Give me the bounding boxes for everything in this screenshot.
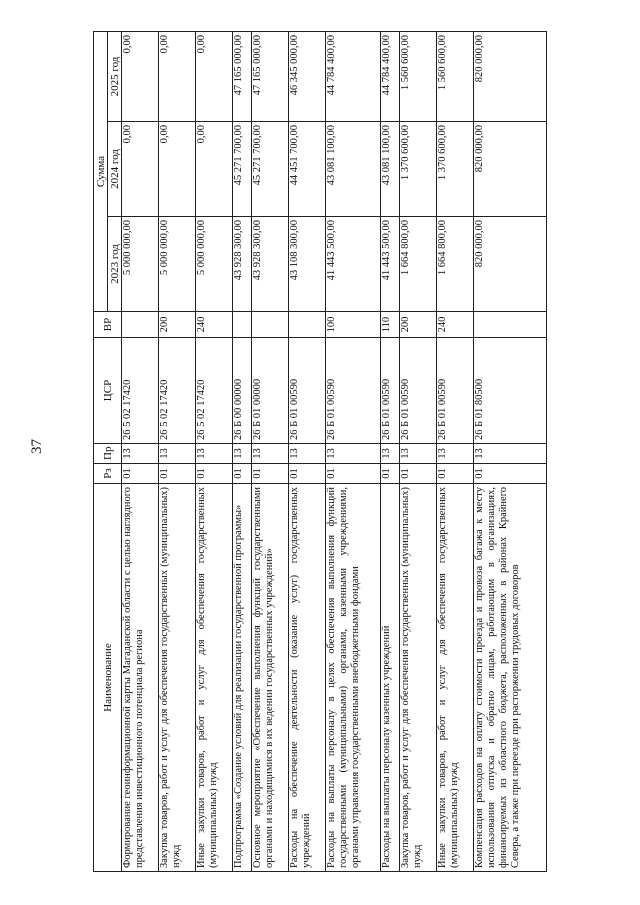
header-2024: 2024 год: [108, 122, 122, 217]
row-2024: 44 451 700,00: [289, 122, 326, 217]
row-csr: 26 Б 01 00590: [381, 338, 400, 444]
row-vr: [233, 312, 252, 338]
row-2025: 46 345 000,00: [289, 32, 326, 122]
table-row: [159, 32, 196, 872]
row-csr: 26 Б 01 00590: [437, 338, 474, 444]
row-name: Расходы на выплаты персоналу в целях обеспечения выполнения функций государственными (муниципальными) органами, казенными учреждениями, органами управления государственными внебюджетными фондами: [326, 484, 381, 872]
rotated-table-wrapper: [93, 32, 547, 872]
row-2025: 47 165 000,00: [252, 32, 289, 122]
row-pr: 13: [326, 444, 381, 464]
row-2023: 41 443 500,00: [326, 217, 381, 312]
header-rz: Рз: [94, 464, 122, 484]
row-rz: 01: [381, 464, 400, 484]
row-rz: 01: [252, 464, 289, 484]
table-row: [122, 32, 159, 872]
row-csr: 26 Б 01 00590: [326, 338, 381, 444]
row-2023: 41 443 500,00: [381, 217, 400, 312]
table-row: [252, 32, 289, 872]
table-row: [437, 32, 474, 872]
row-csr: 26 Б 01 00000: [252, 338, 289, 444]
header-pr: Пр: [94, 444, 122, 464]
row-2025: 44 784 400,00: [326, 32, 381, 122]
table-row: [326, 32, 381, 872]
row-2023: 1 664 800,00: [400, 217, 437, 312]
header-vr: ВР: [94, 312, 122, 338]
row-2023: 5 000 000,00: [159, 217, 196, 312]
row-2023: 43 928 300,00: [233, 217, 252, 312]
row-pr: 13: [233, 444, 252, 464]
row-pr: 13: [122, 444, 159, 464]
row-2023: 820 000,00: [474, 217, 547, 312]
row-name: Иные закупки товаров, работ и услуг для обеспечения государственных (муниципальных) нужд: [437, 484, 474, 872]
row-vr: 240: [437, 312, 474, 338]
row-2025: 47 165 000,00: [233, 32, 252, 122]
row-vr: 110: [381, 312, 400, 338]
row-2025: 1 560 600,00: [400, 32, 437, 122]
row-name: Закупка товаров, работ и услуг для обеспечения государственных (муниципальных) нужд: [159, 484, 196, 872]
row-csr: 26 Б 01 80500: [474, 338, 547, 444]
row-2025: 1 560 600,00: [437, 32, 474, 122]
row-2024: 1 370 600,00: [437, 122, 474, 217]
row-2024: 0,00: [122, 122, 159, 217]
table-row: [381, 32, 400, 872]
row-rz: 01: [159, 464, 196, 484]
row-rz: 01: [289, 464, 326, 484]
row-2024: 1 370 600,00: [400, 122, 437, 217]
row-vr: 240: [196, 312, 233, 338]
row-csr: 26 Б 00 00000: [233, 338, 252, 444]
row-name: Основное мероприятие «Обеспечение выполнения функций государственными органами и находящимися в их ведении государственных учреждений»: [252, 484, 289, 872]
row-name: Компенсация расходов на оплату стоимости проезда и провоза багажа к месту использования отпуска и обратно лицам, работающим в организациях, финансируемых из областного бюджета, расположенных в районах Крайнего Севера, а также при переезде при расторжении трудовых договоров: [474, 484, 547, 872]
row-pr: 13: [159, 444, 196, 464]
row-2023: 43 108 300,00: [289, 217, 326, 312]
row-vr: [252, 312, 289, 338]
row-csr: 26 Б 01 00590: [289, 338, 326, 444]
row-name: Подпрограмма «Создание условий для реализации государственной программы»: [233, 484, 252, 872]
row-2024: 45 271 700,00: [252, 122, 289, 217]
table-row: [196, 32, 233, 872]
row-name: Формирование геоинформационной карты Магаданской области с целью наглядного представления инвестиционного потенциала региона: [122, 484, 159, 872]
row-csr: 26 5 02 17420: [159, 338, 196, 444]
row-name: Расходы на выплаты персоналу казенных учреждений: [381, 484, 400, 872]
row-2025: 0,00: [159, 32, 196, 122]
row-2025: 0,00: [196, 32, 233, 122]
row-rz: 01: [326, 464, 381, 484]
row-vr: [474, 312, 547, 338]
row-rz: 01: [474, 464, 547, 484]
row-rz: 01: [233, 464, 252, 484]
row-2025: 44 784 400,00: [381, 32, 400, 122]
row-vr: 100: [326, 312, 381, 338]
row-vr: [122, 312, 159, 338]
row-2023: 43 928 300,00: [252, 217, 289, 312]
row-rz: 01: [437, 464, 474, 484]
row-vr: 200: [400, 312, 437, 338]
row-vr: 200: [159, 312, 196, 338]
row-name: Иные закупки товаров, работ и услуг для обеспечения государственных (муниципальных) нужд: [196, 484, 233, 872]
budget-table: [93, 31, 547, 872]
row-2023: 1 664 800,00: [437, 217, 474, 312]
page-number: 37: [29, 439, 45, 454]
row-2024: 820 000,00: [474, 122, 547, 217]
table-row: [289, 32, 326, 872]
row-pr: 13: [252, 444, 289, 464]
row-name: Закупка товаров, работ и услуг для обеспечения государственных (муниципальных) нужд: [400, 484, 437, 872]
row-pr: 13: [400, 444, 437, 464]
row-2025: 820 000,00: [474, 32, 547, 122]
row-pr: 13: [381, 444, 400, 464]
row-2024: 43 081 100,00: [381, 122, 400, 217]
table-row: [233, 32, 252, 872]
header-name: Наименование: [94, 484, 122, 872]
row-2024: 0,00: [159, 122, 196, 217]
row-2024: 45 271 700,00: [233, 122, 252, 217]
row-rz: 01: [122, 464, 159, 484]
header-sum: Сумма: [94, 32, 108, 312]
row-csr: 26 5 02 17420: [122, 338, 159, 444]
row-pr: 13: [289, 444, 326, 464]
row-csr: 26 Б 01 00590: [400, 338, 437, 444]
row-csr: 26 5 02 17420: [196, 338, 233, 444]
header-2023: 2023 год: [108, 217, 122, 312]
table-row: [474, 32, 547, 872]
row-pr: 13: [196, 444, 233, 464]
row-2025: 0,00: [122, 32, 159, 122]
row-rz: 01: [196, 464, 233, 484]
row-2023: 5 000 000,00: [196, 217, 233, 312]
row-rz: 01: [400, 464, 437, 484]
row-pr: 13: [474, 444, 547, 464]
table-row: [400, 32, 437, 872]
header-2025: 2025 год: [108, 32, 122, 122]
row-2024: 43 081 100,00: [326, 122, 381, 217]
row-2023: 5 000 000,00: [122, 217, 159, 312]
header-csr: ЦСР: [94, 338, 122, 444]
row-2024: 0,00: [196, 122, 233, 217]
row-name: Расходы на обеспечение деятельности (оказание услуг) государственных учреждений: [289, 484, 326, 872]
row-vr: [289, 312, 326, 338]
row-pr: 13: [437, 444, 474, 464]
